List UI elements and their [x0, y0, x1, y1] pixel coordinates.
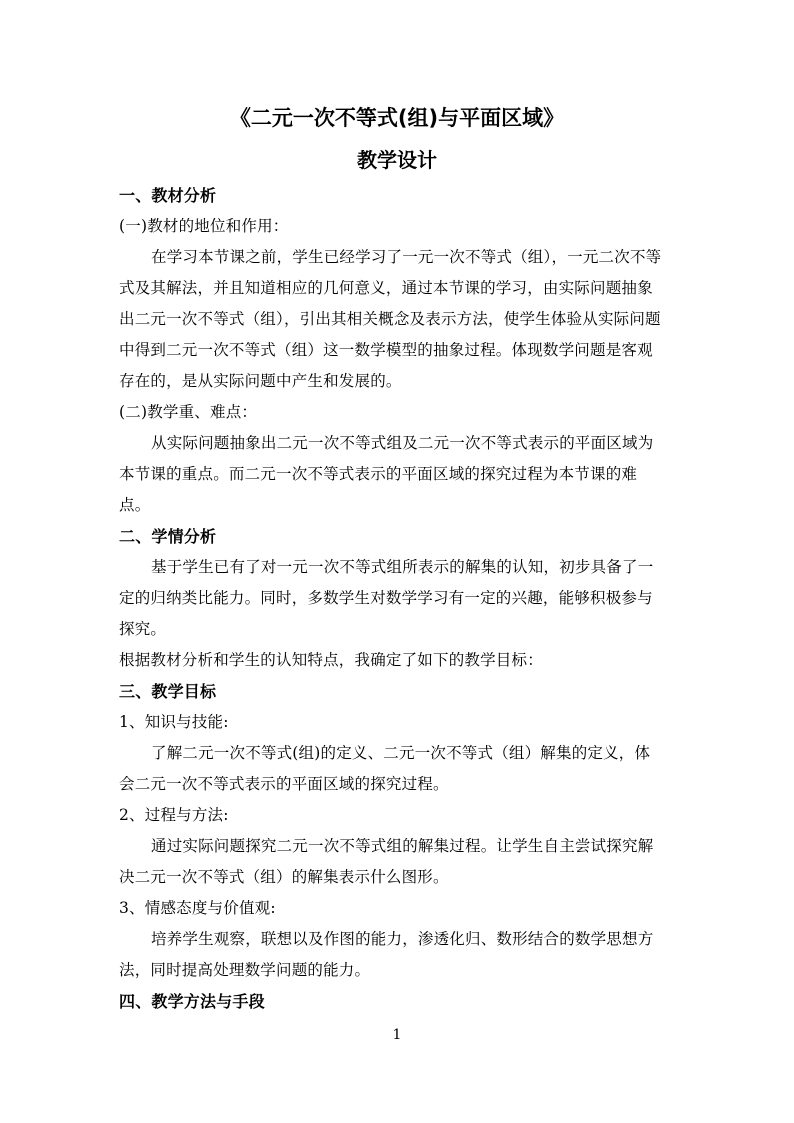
- text-line: 式及其解法，并且知道相应的几何意义，通过本节课的学习，由实际问题抽象: [119, 279, 653, 297]
- text-line: 基于学生已有了对一元一次不等式组所表示的解集的认知，初步具备了一: [151, 558, 654, 576]
- text-line: (二)教学重、难点：: [119, 403, 258, 421]
- text-line: 在学习本节课之前，学生已经学习了一元一次不等式（组），一元二次不等: [151, 248, 662, 266]
- section-heading: 一、教材分析: [119, 186, 217, 205]
- text-line: (一)教材的地位和作用：: [119, 217, 289, 235]
- text-line: 法，同时提高处理数学问题的能力。: [119, 961, 371, 979]
- text-line: 本节课的重点。而二元一次不等式表示的平面区域的探究过程为本节课的难: [119, 465, 638, 483]
- text-line: 通过实际问题探究二元一次不等式组的解集过程。让学生自主尝试探究解: [151, 837, 654, 855]
- text-line: 点。: [119, 496, 151, 514]
- document-title: 《二元一次不等式(组)与平面区域》: [229, 106, 565, 130]
- text-line: 3、情感态度与价值观:: [119, 899, 276, 917]
- text-line: 中得到二元一次不等式（组）这一数学模型的抽象过程。体现数学问题是客观: [119, 341, 653, 359]
- section-heading: 三、教学目标: [119, 682, 217, 701]
- text-line: 存在的，是从实际问题中产生和发展的。: [119, 372, 402, 390]
- section-heading: 二、学情分析: [119, 527, 217, 546]
- page-number: 1: [392, 1027, 402, 1043]
- text-line: 2、过程与方法:: [119, 806, 229, 824]
- text-line: 培养学生观察，联想以及作图的能力，渗透化归、数形结合的数学思想方: [151, 930, 654, 948]
- text-line: 会二元一次不等式表示的平面区域的探究过程。: [119, 775, 449, 793]
- text-line: 探究。: [119, 620, 167, 638]
- document-body: [119, 180, 689, 1017]
- section-heading: 四、教学方法与手段: [119, 992, 265, 1011]
- text-line: 出二元一次不等式（组），引出其相关概念及表示方法，使学生体验从实际问题: [119, 310, 661, 328]
- text-line: 定的归纳类比能力。同时，多数学生对数学学习有一定的兴趣，能够积极参与: [119, 589, 653, 607]
- text-line: 了解二元一次不等式(组)的定义、二元一次不等式（组）解集的定义，体: [151, 744, 651, 762]
- text-line: 根据教材分析和学生的认知特点，我确定了如下的教学目标：: [119, 651, 543, 669]
- text-line: 决二元一次不等式（组）的解集表示什么图形。: [119, 868, 449, 886]
- document-subtitle: 教学设计: [357, 148, 437, 172]
- text-line: 从实际问题抽象出二元一次不等式组及二元一次不等式表示的平面区域为: [151, 434, 654, 452]
- text-line: 1、知识与技能:: [119, 713, 229, 731]
